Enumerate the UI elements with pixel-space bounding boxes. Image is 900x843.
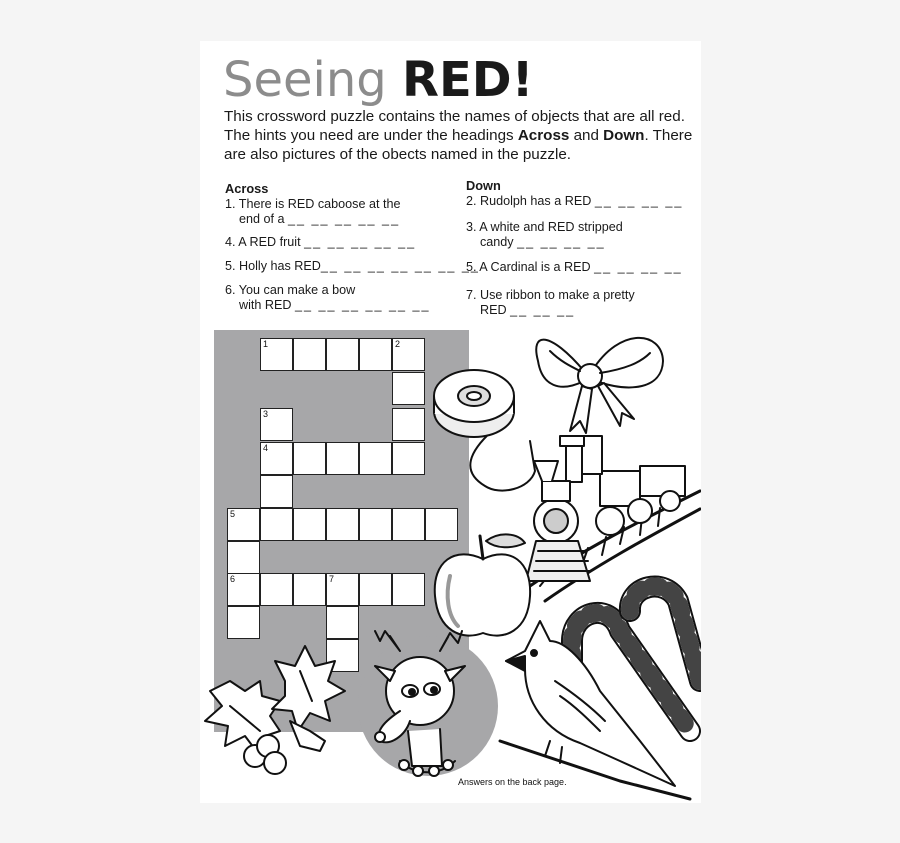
intro-across-word: Across [517,127,570,144]
holly-icon [205,646,345,774]
answers-note: Answers on the back page. [458,777,567,787]
across-clue-4: 4. A RED fruit __ __ __ __ __ [225,235,417,249]
title-red: RED! [402,52,534,108]
answer-blanks: __ __ __ __ __ __ [294,298,431,312]
intro-text-2: . There are also pictures of the obects named in the puzzle. [224,127,693,163]
down-clue-3: 3. A white and RED stripped candy __ __ __ __ [466,220,623,249]
intro-and: and [569,127,604,144]
across-clue-6: 6. You can make a bow with RED __ __ __ __ __ __ [225,283,431,312]
cell-number: 7 [329,574,335,584]
answer-blanks: __ __ __ [510,303,576,317]
title-seeing: Seeing [223,52,387,108]
cell-number: 4 [263,443,269,453]
cardinal-icon [500,621,690,799]
illustrations [200,41,701,803]
down-clue-7: 7. Use ribbon to make a pretty RED __ __ __ [466,288,635,317]
answer-blanks: __ __ __ __ __ __ __ [320,259,480,273]
cell-number: 2 [395,339,401,349]
answer-blanks: __ __ __ __ __ [304,235,417,249]
answer-blanks: __ __ __ __ [594,194,684,208]
intro-text-1: This crossword puzzle contains the names of objects that are all red. The hints you need are under the headings [224,108,685,144]
train-icon [526,436,700,601]
cell-number: 5 [230,509,236,519]
answer-blanks: __ __ __ __ __ [288,212,401,226]
across-heading: Across [225,181,269,196]
apple-icon [435,534,530,635]
cell-number: 6 [230,574,236,584]
reindeer-icon [358,631,498,776]
across-clue-1-line2: end of a __ __ __ __ __ [239,212,401,226]
cell-number: 3 [263,409,269,419]
worksheet-page [200,41,701,803]
down-clue-5: 5. A Cardinal is a RED __ __ __ __ [466,260,683,274]
down-clue-2: 2. Rudolph has a RED __ __ __ __ [466,194,684,208]
across-clue-1-line1: 1. There is RED caboose at the [225,197,401,211]
across-clue-5: 5. Holly has RED__ __ __ __ __ __ __ [225,259,480,273]
ribbon-spool-icon [434,370,535,491]
down-heading: Down [466,178,501,193]
cell-number: 1 [263,339,269,349]
bow-icon [536,338,663,433]
intro-down-word: Down [603,127,645,144]
answer-blanks: __ __ __ __ [517,235,606,249]
answer-blanks: __ __ __ __ [594,260,683,274]
